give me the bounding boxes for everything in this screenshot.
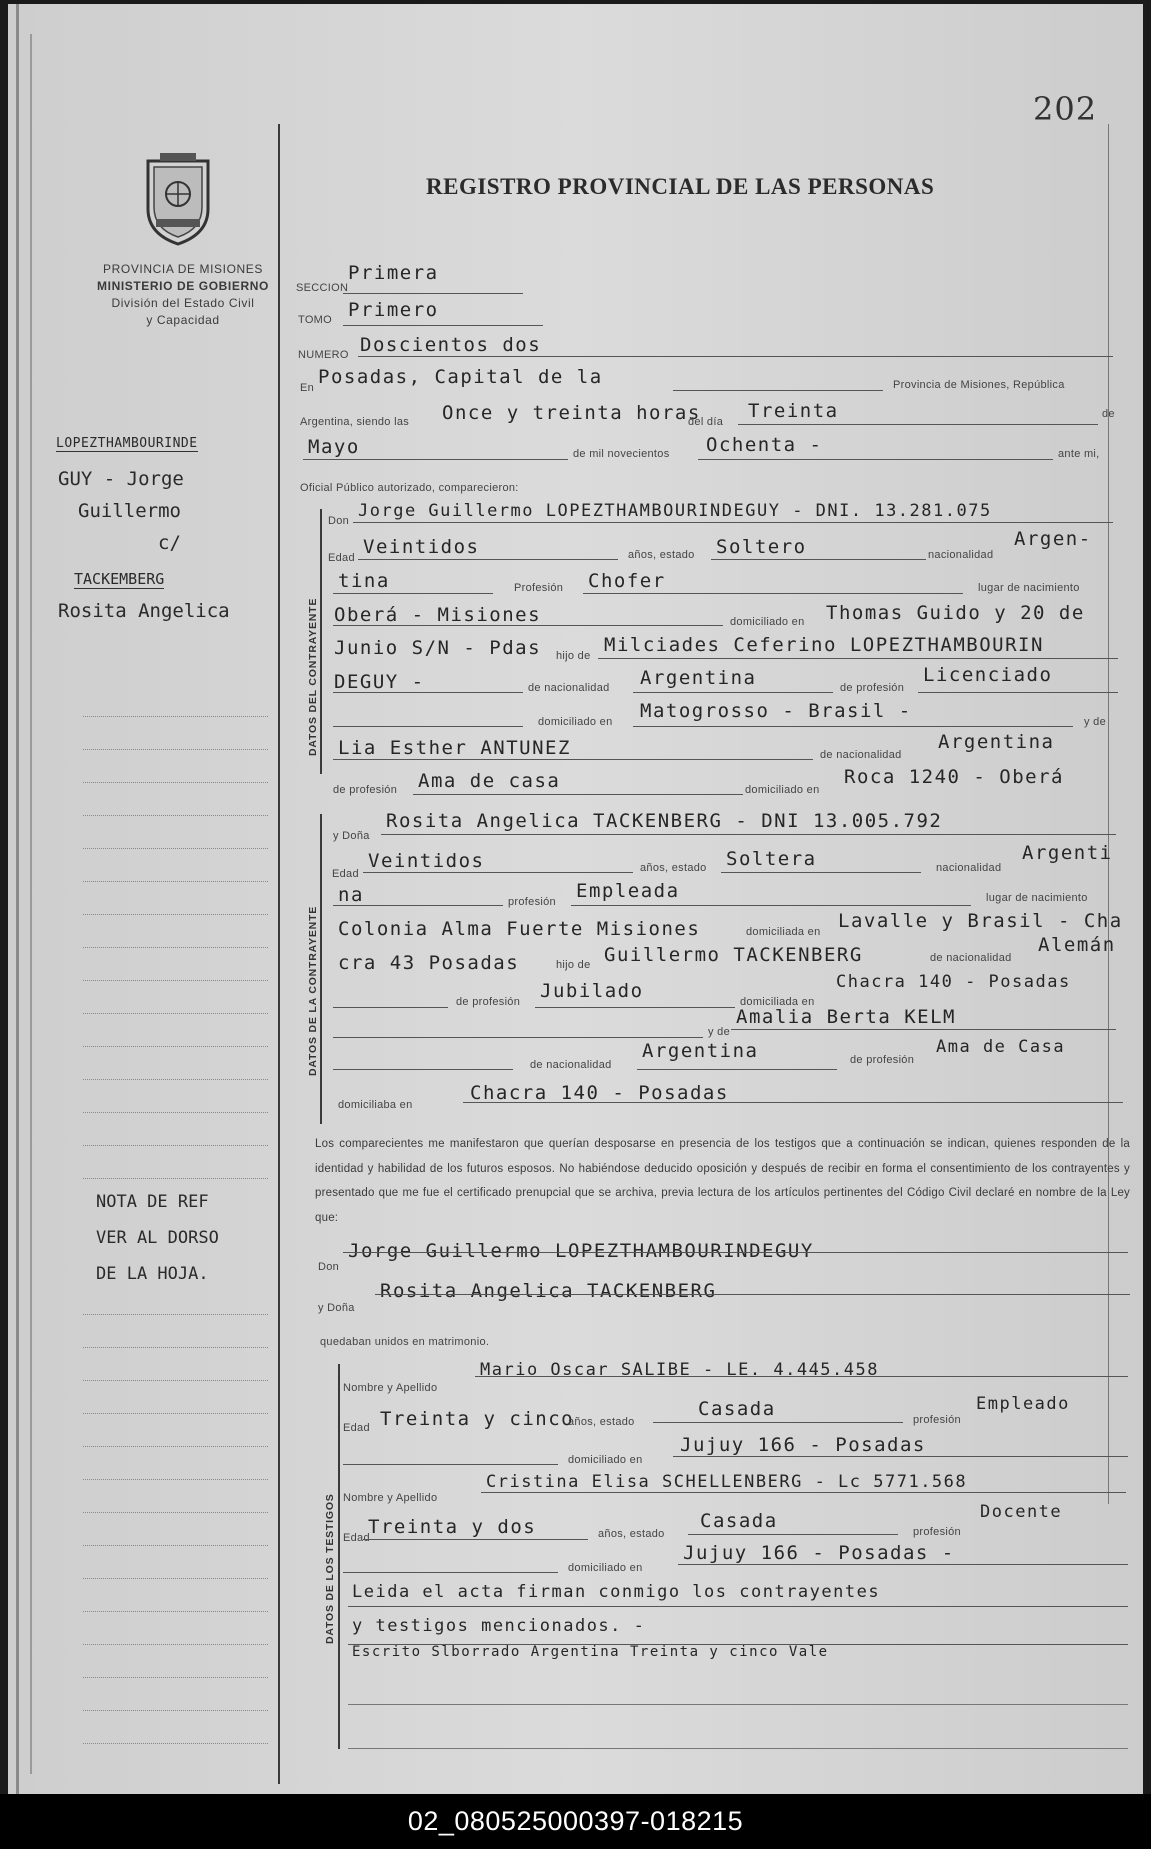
don-padre-nac: Argentina — [640, 667, 757, 689]
estado-line — [721, 872, 921, 873]
margin-note-line: VER AL DORSO — [96, 1228, 219, 1248]
en-label: En — [300, 382, 315, 394]
don-madre-prof: Ama de casa — [418, 770, 561, 792]
t2-prof-value: Docente — [980, 1502, 1063, 1522]
don-label: Don — [318, 1261, 340, 1273]
de-nac-label: de nacionalidad — [820, 749, 902, 761]
dona-padre-nac: Alemán — [1038, 934, 1116, 956]
edad-line — [358, 559, 618, 560]
don-nac-value: Argen- — [1014, 528, 1092, 550]
margin-line — [83, 1380, 268, 1381]
domiciliado-label: domiciliado en — [568, 1562, 643, 1574]
province-line: PROVINCIA DE MISIONES — [103, 262, 263, 276]
de-nac-label: de nacionalidad — [930, 952, 1012, 964]
de-prof-label: de profesión — [333, 784, 398, 796]
de-label: de — [1102, 408, 1115, 420]
profesion-label: profesión — [913, 1526, 961, 1538]
lugar-nac-label: lugar de nacimiento — [978, 582, 1080, 594]
margin-line — [83, 1578, 268, 1579]
blank-line — [343, 1464, 558, 1465]
don-madre-dom: Roca 1240 - Oberá — [844, 766, 1064, 788]
de-nac-label: de nacionalidad — [528, 682, 610, 694]
dona-estado-value: Soltera — [726, 848, 817, 870]
madre-line — [333, 759, 813, 760]
section-label-testigos: DATOS DE LOS TESTIGOS — [324, 1493, 336, 1644]
document-page — [8, 4, 1143, 1794]
don-madre-nac: Argentina — [938, 731, 1055, 753]
decl-don-value: Jorge Guillermo LOPEZTHAMBOURINDEGUY — [348, 1240, 814, 1262]
oficial-label: Oficial Público autorizado, comparecieron: — [300, 482, 519, 494]
madre-nac-line — [637, 1069, 837, 1070]
margin-line — [83, 1013, 268, 1014]
don-label: Don — [328, 515, 350, 527]
don-edad-value: Veintidos — [363, 536, 480, 558]
profesion-label: Profesión — [514, 582, 564, 594]
decl-dona-value: Rosita Angelica TACKENBERG — [380, 1280, 717, 1302]
de-prof-label: de profesión — [840, 682, 905, 694]
page-edge — [16, 4, 19, 1794]
lugar-nac-label: lugar de nacimiento — [986, 892, 1088, 904]
blank-line — [333, 1037, 703, 1038]
de-mil-label: de mil novecientos — [573, 448, 670, 460]
don-dom-value: Thomas Guido y 20 de — [826, 602, 1085, 624]
t1-nombre-value: Mario Oscar SALIBE - LE. 4.445.458 — [480, 1360, 879, 1380]
dia-line — [738, 424, 1098, 425]
dom-blank-line — [333, 726, 523, 727]
margin-line — [83, 1112, 268, 1113]
provincial-seal-icon — [138, 149, 218, 249]
t2-dom-line — [678, 1564, 1128, 1565]
t1-edad-value: Treinta y cinco — [380, 1408, 575, 1430]
prof-line — [571, 905, 971, 906]
section-label-contrayente: DATOS DEL CONTRAYENTE — [307, 597, 319, 756]
margin-name-line: GUY - Jorge — [58, 468, 184, 490]
section-rule — [338, 1364, 340, 1749]
hijo-de-label: hijo de — [556, 650, 591, 662]
de-prof-label: de profesión — [456, 996, 521, 1008]
ano-value: Ochenta - — [706, 434, 823, 456]
dona-madre-value: Amalia Berta KELM — [736, 1006, 956, 1028]
dona-madre-dom: Chacra 140 - Posadas — [470, 1082, 729, 1104]
don-line — [353, 522, 1113, 523]
margin-line — [83, 782, 268, 783]
hora-value: Once y treinta horas — [442, 402, 701, 424]
profesion-label: profesión — [913, 1414, 961, 1426]
nac-line — [333, 593, 493, 594]
seccion-line — [343, 293, 523, 294]
dona-value: Rosita Angelica TACKENBERG - DNI 13.005.792 — [386, 810, 943, 832]
don-estado-value: Soltero — [716, 536, 807, 558]
decl-dona-line — [375, 1294, 1130, 1295]
margin-line — [83, 1479, 268, 1480]
nombre-apellido-label: Nombre y Apellido — [343, 1382, 438, 1394]
bottom-rule — [348, 1704, 1128, 1705]
seccion-label: SECCION — [296, 282, 349, 294]
page-edge — [30, 34, 32, 1774]
nac-line — [333, 905, 503, 906]
capacity-line: y Capacidad — [146, 313, 220, 327]
madre-prof-line — [413, 794, 743, 795]
anos-estado-label: años, estado — [640, 862, 707, 874]
domiciliada-label: domiciliada en — [746, 926, 821, 938]
madre-dom-line — [463, 1102, 1123, 1103]
closing-line-1: Leida el acta firman conmigo los contrayentes — [352, 1582, 881, 1602]
edad-label: Edad — [332, 868, 359, 880]
margin-line — [83, 749, 268, 750]
don-padre-cont: DEGUY - — [334, 671, 425, 693]
dona-line — [381, 834, 1116, 835]
de-prof-label: de profesión — [850, 1054, 915, 1066]
numero-value: Doscientos dos — [360, 334, 542, 356]
prof-line — [583, 593, 963, 594]
domiciliaba-label: domiciliaba en — [338, 1099, 413, 1111]
margin-line — [83, 1545, 268, 1546]
lugar-line — [333, 625, 723, 626]
margin-line — [83, 1743, 268, 1744]
margin-line — [83, 914, 268, 915]
dona-padre-value: Guillermo TACKENBERG — [604, 944, 863, 966]
document-title: REGISTRO PROVINCIAL DE LAS PERSONAS — [426, 174, 935, 199]
bottom-rule — [348, 1748, 1128, 1749]
padre-nac-line — [633, 692, 833, 693]
domiciliado-label: domiciliado en — [568, 1454, 643, 1466]
t1-dom-line — [673, 1456, 1128, 1457]
estado-line — [711, 559, 926, 560]
margin-line — [83, 1710, 268, 1711]
don-prof-value: Chofer — [588, 570, 666, 592]
margin-line — [83, 947, 268, 948]
domiciliado-label: domiciliado en — [538, 716, 613, 728]
margin-line — [83, 1079, 268, 1080]
issuer-header — [68, 261, 298, 329]
margin-line — [83, 815, 268, 816]
edad-line — [363, 872, 633, 873]
don-padre-prof: Licenciado — [923, 664, 1053, 686]
numero-line — [358, 356, 1113, 357]
margin-line — [83, 1677, 268, 1678]
page-number: 202 — [1033, 90, 1098, 128]
edad-label: Edad — [343, 1532, 370, 1544]
margin-line — [83, 1145, 268, 1146]
blank-line — [333, 1007, 448, 1008]
margin-line — [83, 716, 268, 717]
declaration-paragraph: Los comparecientes me manifestaron que querían desposarse en presencia de los testigos que a continuación se indican, quienes responden de la identidad y habilidad de los futuros esposos. No habiéndose deducido oposición y después de recibir en forma el consentimiento de los contrayentes y presentado que me fue el certificado prenupcial que se archiva, previa lectura de los artículos pertinentes del Código Civil declaré en nombre de la Ley que: — [315, 1138, 1130, 1224]
y-dona-label: y Doña — [318, 1302, 355, 1314]
numero-label: NUMERO — [298, 349, 349, 361]
t1-prof-value: Empleado — [976, 1394, 1070, 1414]
de-nac-label: de nacionalidad — [530, 1059, 612, 1071]
don-nac-cont: tina — [338, 570, 390, 592]
closing-line-3: Escrito Slborrado Argentina Treinta y cinco Vale — [352, 1644, 829, 1660]
edad-label: Edad — [328, 552, 355, 564]
dona-padre-prof: Jubilado — [540, 980, 644, 1002]
blank-line — [343, 1572, 558, 1573]
don-padre-dom: Matogrosso - Brasil - — [640, 700, 912, 722]
margin-note-line: DE LA HOJA. — [96, 1264, 209, 1284]
margin-line — [83, 1314, 268, 1315]
margin-name-line: Guillermo — [78, 500, 181, 522]
don-value: Jorge Guillermo LOPEZTHAMBOURINDEGUY - DNI. 13.281.075 — [358, 501, 992, 521]
t2-nombre-value: Cristina Elisa SCHELLENBERG - Lc 5771.568 — [486, 1472, 968, 1492]
mes-line — [303, 459, 568, 460]
dona-nac-value: Argenti — [1022, 842, 1113, 864]
domiciliado-label: domiciliado en — [745, 784, 820, 796]
margin-line — [83, 1512, 268, 1513]
padre-prof-line — [918, 692, 1118, 693]
section-rule — [320, 509, 322, 774]
margin-line — [83, 1446, 268, 1447]
dona-madre-nac: Argentina — [642, 1040, 759, 1062]
t1-dom-value: Jujuy 166 - Posadas — [680, 1434, 926, 1456]
ano-line — [698, 459, 1053, 460]
blank-line — [333, 1069, 513, 1070]
margin-line — [83, 1347, 268, 1348]
profesion-label: profesión — [508, 896, 556, 908]
margin-line — [83, 980, 268, 981]
don-lugar-value: Oberá - Misiones — [334, 604, 542, 626]
t1-estado-value: Casada — [698, 1398, 776, 1420]
dona-edad-value: Veintidos — [368, 850, 485, 872]
margin-line — [83, 1413, 268, 1414]
margin-name-line: Rosita Angelica — [58, 600, 230, 622]
margin-line — [83, 1046, 268, 1047]
en-line — [673, 390, 883, 391]
provincia-label: Provincia de Misiones, República — [893, 379, 1065, 391]
t1-estado-line — [653, 1422, 903, 1423]
anos-estado-label: años, estado — [568, 1416, 635, 1428]
en-value: Posadas, Capital de la — [318, 366, 603, 388]
dona-prof-value: Empleada — [576, 880, 680, 902]
y-de-label: y de — [1084, 716, 1106, 728]
hijo-de-label: hijo de — [556, 959, 591, 971]
don-padre-value: Milciades Ceferino LOPEZTHAMBOURIN — [604, 634, 1044, 656]
t2-dom-value: Jujuy 166 - Posadas - — [683, 1542, 955, 1564]
dia-value: Treinta — [748, 400, 839, 422]
madre-line — [731, 1029, 1116, 1030]
margin-line — [83, 848, 268, 849]
decl-don-line — [343, 1252, 1128, 1253]
dona-lugar-value: Colonia Alma Fuerte Misiones — [338, 918, 701, 940]
don-dom-cont: Junio S/N - Pdas — [334, 637, 542, 659]
t2-edad-value: Treinta y dos — [368, 1516, 537, 1538]
ministry-line: MINISTERIO DE GOBIERNO — [97, 279, 269, 293]
tomo-value: Primero — [348, 299, 439, 321]
margin-surname: LOPEZTHAMBOURINDE — [56, 436, 198, 451]
t2-estado-value: Casada — [700, 1510, 778, 1532]
t2-estado-line — [688, 1534, 898, 1535]
ante-mi-label: ante mi, — [1058, 448, 1100, 460]
tomo-label: TOMO — [298, 314, 332, 326]
dona-nac-cont: na — [338, 884, 364, 906]
anos-estado-label: años, estado — [598, 1528, 665, 1540]
closing-rule — [348, 1606, 1128, 1607]
dona-dom-value: Lavalle y Brasil - Cha — [838, 910, 1123, 932]
t1-nombre-line — [475, 1376, 1128, 1377]
nacionalidad-label: nacionalidad — [928, 549, 994, 561]
padre-line — [598, 658, 1118, 659]
dona-padre-dom: Chacra 140 - Posadas — [836, 972, 1071, 992]
closing-line-2: y testigos mencionados. - — [352, 1616, 646, 1636]
domiciliado-label: domiciliado en — [730, 616, 805, 628]
margin-line — [83, 1178, 268, 1179]
margin-line — [83, 881, 268, 882]
nombre-apellido-label: Nombre y Apellido — [343, 1492, 438, 1504]
margin-rule — [278, 124, 280, 1784]
dona-madre-prof: Ama de Casa — [936, 1037, 1066, 1057]
t2-nombre-line — [481, 1492, 1126, 1493]
y-de-label: y de — [708, 1026, 730, 1038]
domiciliada-label: domiciliada en — [740, 996, 815, 1008]
image-id-caption: 02_080525000397-018215 — [407, 1806, 744, 1836]
quedaban-label: quedaban unidos en matrimonio. — [320, 1336, 490, 1348]
section-rule — [320, 814, 322, 1124]
padre-cont-line — [333, 692, 523, 693]
tomo-line — [343, 325, 543, 326]
seccion-value: Primera — [348, 262, 439, 284]
don-madre-value: Lia Esther ANTUNEZ — [338, 737, 571, 759]
mes-value: Mayo — [308, 436, 360, 458]
anos-estado-label: años, estado — [628, 549, 695, 561]
nacionalidad-label: nacionalidad — [936, 862, 1002, 874]
padre-dom-line — [633, 726, 1073, 727]
margin-name-line: TACKEMBERG — [74, 570, 165, 588]
margin-line — [83, 1644, 268, 1645]
margin-note-line: NOTA DE REF — [96, 1192, 209, 1212]
argentina-label: Argentina, siendo las — [300, 416, 410, 428]
dona-dom-cont: cra 43 Posadas — [338, 952, 520, 974]
margin-name-line: c/ — [158, 532, 181, 554]
edad-label: Edad — [343, 1422, 370, 1434]
t2-edad-line — [363, 1539, 588, 1540]
division-line: División del Estado Civil — [111, 296, 255, 310]
margin-line — [83, 1611, 268, 1612]
del-dia-label: del día — [688, 416, 724, 428]
y-dona-label: y Doña — [333, 830, 370, 842]
right-rule — [1108, 124, 1109, 1504]
padre-prof-line — [535, 1007, 735, 1008]
section-label-contrayente-f: DATOS DE LA CONTRAYENTE — [307, 905, 319, 1076]
